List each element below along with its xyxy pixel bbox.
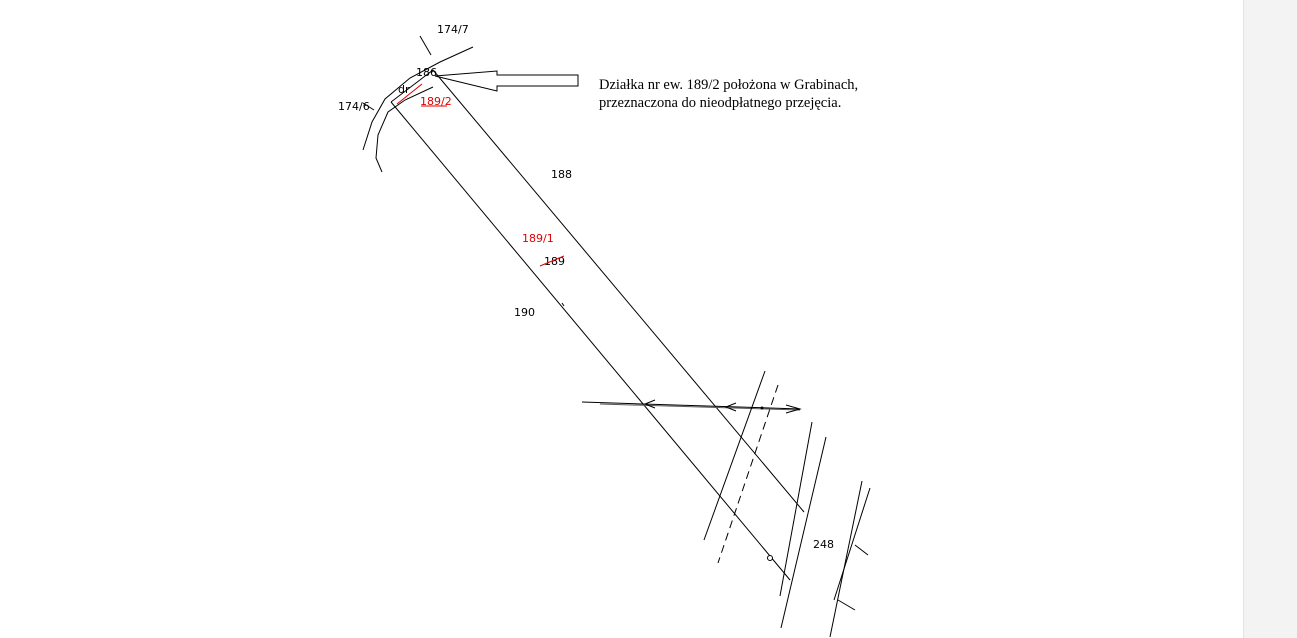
parcel-188-boundary bbox=[433, 70, 804, 512]
label-189-old: 189 bbox=[544, 255, 565, 268]
road-boundary bbox=[363, 36, 473, 172]
note-line-2: przeznaczona do nieodpłatnego przejęcia. bbox=[599, 95, 842, 111]
label-dr: dr bbox=[398, 83, 410, 96]
crossing-line bbox=[582, 400, 800, 413]
road-lines-bottom bbox=[704, 371, 870, 637]
label-190: 190 bbox=[514, 306, 535, 319]
pointer-arrow bbox=[435, 71, 578, 91]
label-188: 188 bbox=[551, 168, 572, 181]
parcel-strip-lines bbox=[391, 70, 804, 580]
label-186: 186 bbox=[416, 66, 437, 79]
label-189-2: 189/2 bbox=[420, 95, 452, 108]
scrollbar-track[interactable] bbox=[1243, 0, 1297, 638]
label-174-7: 174/7 bbox=[437, 23, 469, 36]
label-174-6: 174/6 bbox=[338, 100, 370, 113]
label-189-1: 189/1 bbox=[522, 232, 554, 245]
note-line-1: Działka nr ew. 189/2 położona w Grabinach, bbox=[599, 77, 859, 93]
label-248: 248 bbox=[813, 538, 834, 551]
parcel-190-boundary bbox=[391, 102, 790, 580]
